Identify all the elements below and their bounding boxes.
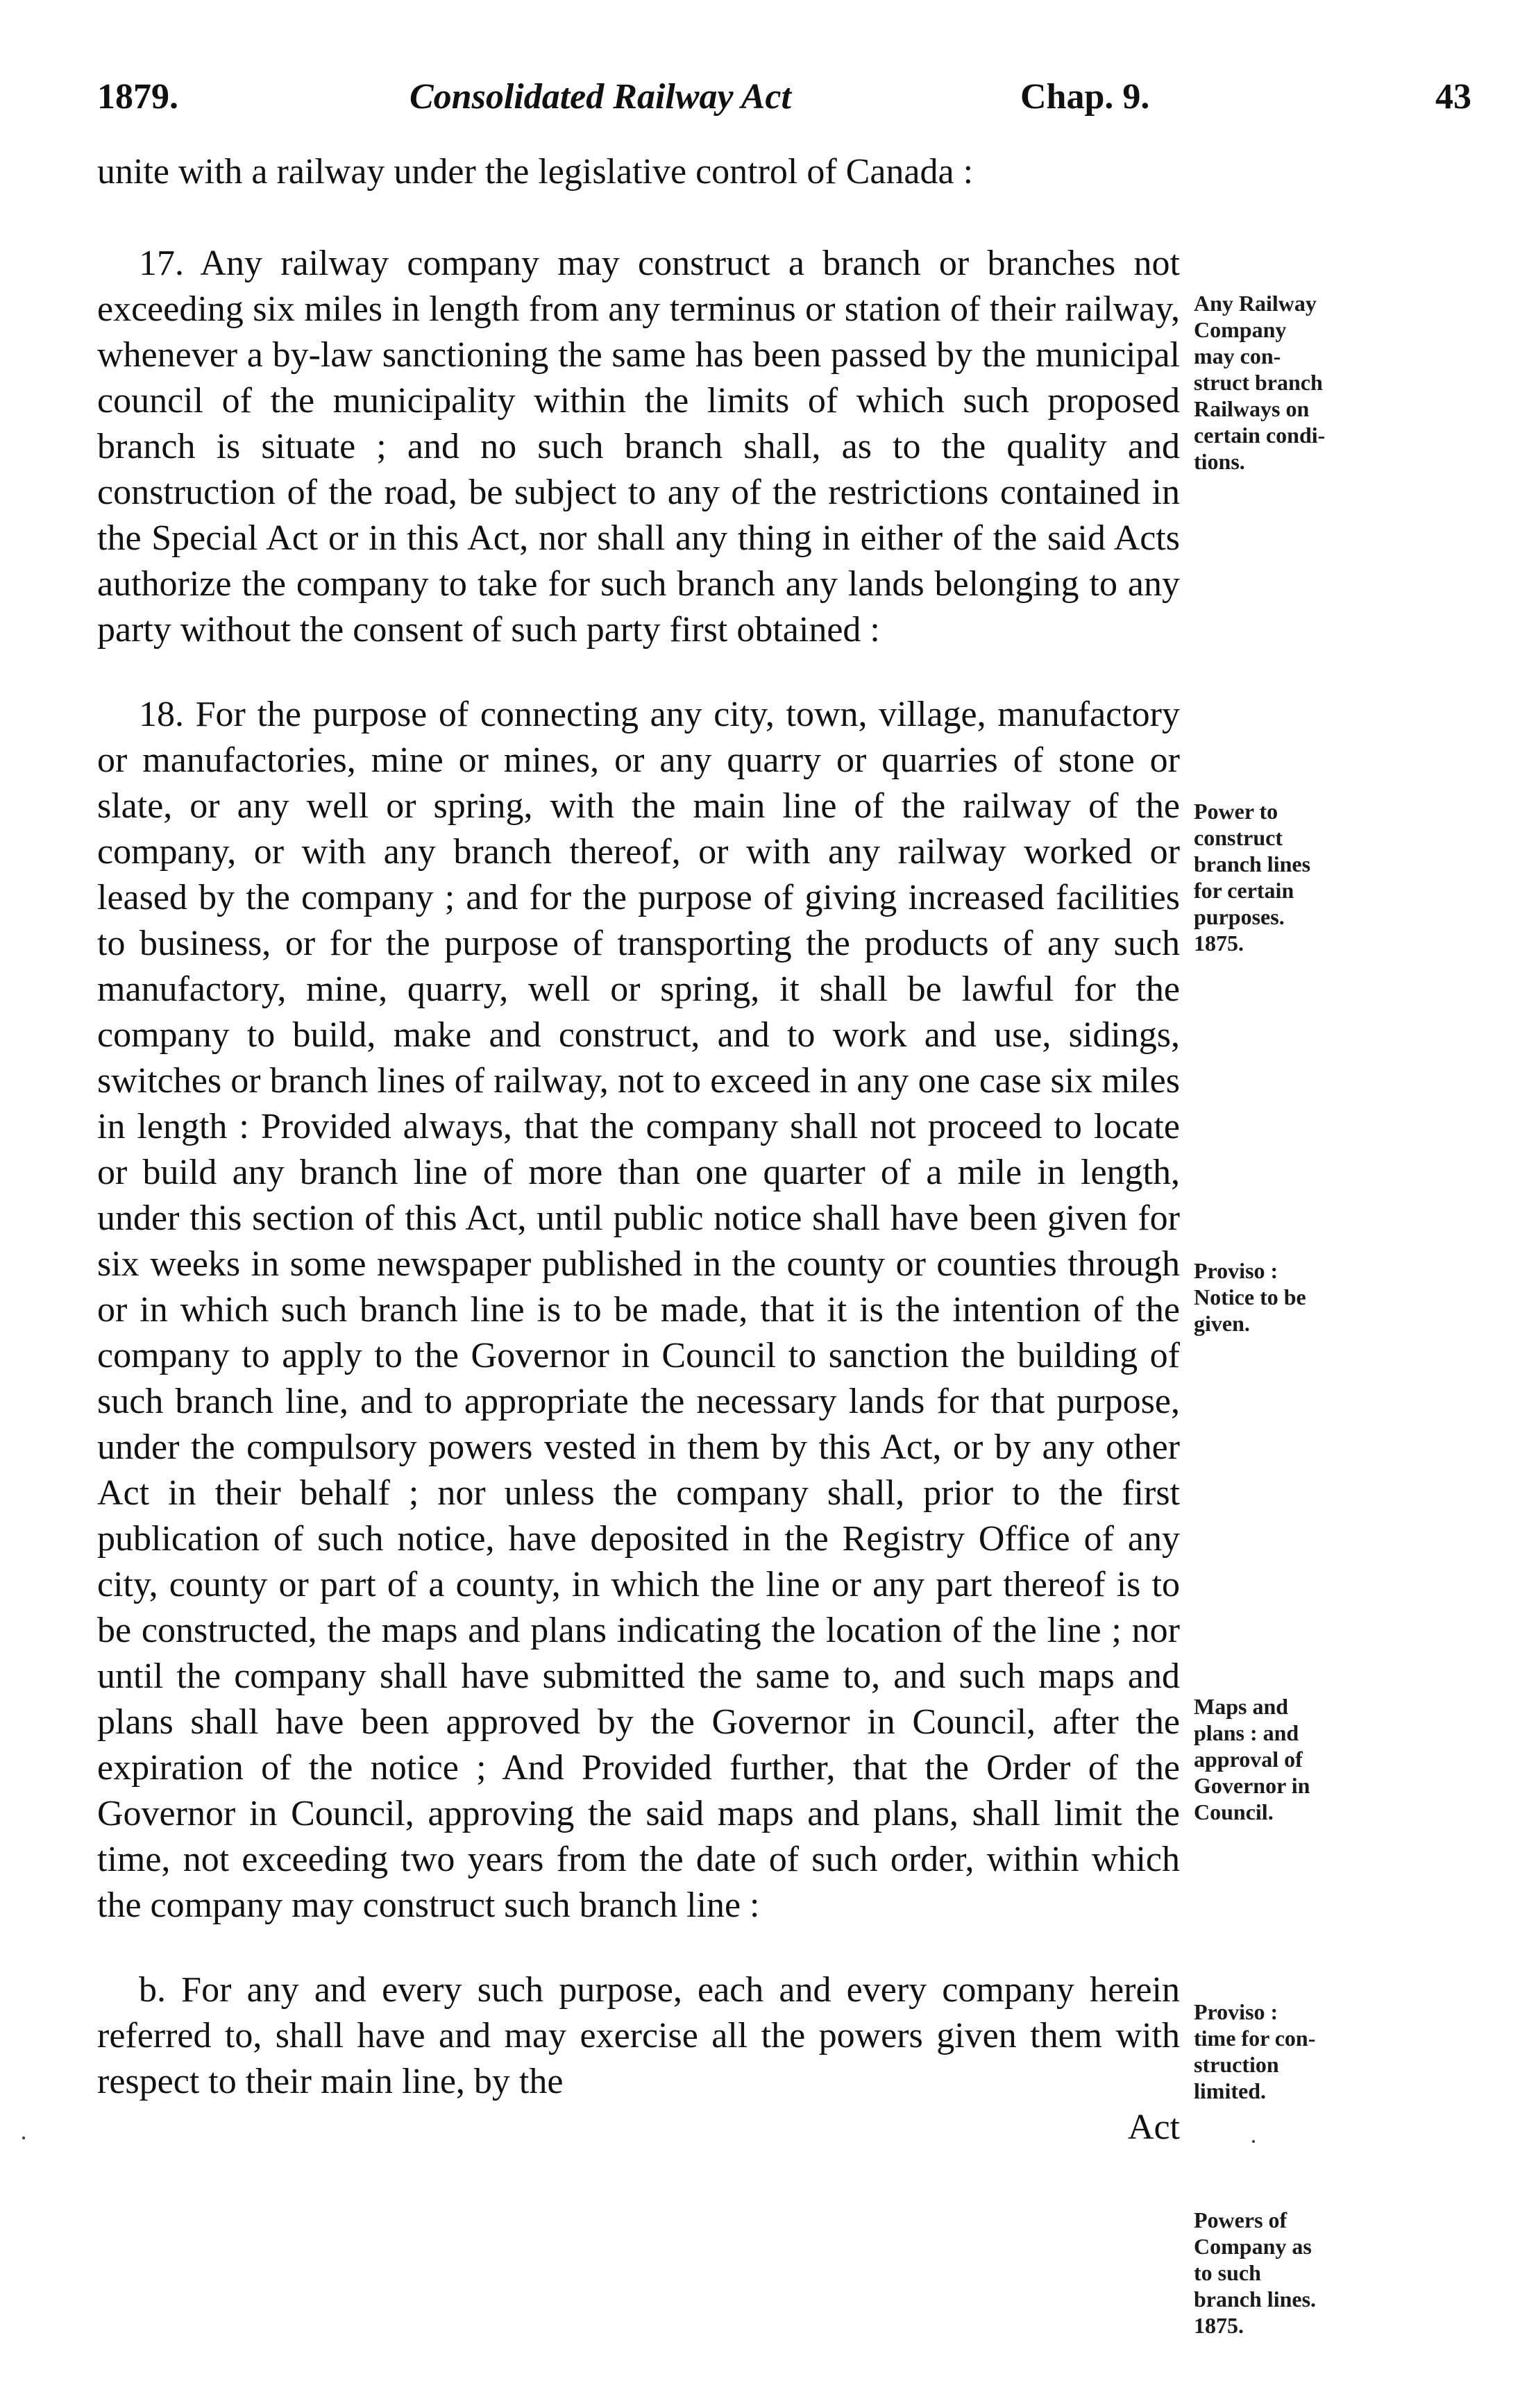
continuation-paragraph: unite with a railway under the legislative control of Canada : <box>97 152 974 192</box>
marginal-note-line: Notice to be <box>1194 1284 1306 1309</box>
marginal-note-line: given. <box>1194 1311 1250 1336</box>
marginal-note-line: Proviso : <box>1194 1999 1278 2024</box>
marginal-note-line: for certain <box>1194 878 1294 903</box>
marginal-note-line: struction <box>1194 2052 1279 2077</box>
marginal-note-proviso-time <box>1194 1999 1423 2104</box>
marginal-note-line: Any Railway <box>1194 291 1317 316</box>
header-year: 1879. <box>97 77 178 117</box>
marginal-note-maps <box>1194 1693 1423 1825</box>
marginal-note-line: Railways on <box>1194 396 1310 421</box>
marginal-note-line: approval of <box>1194 1747 1303 1772</box>
header-chapter: Chap. 9. <box>1020 77 1150 117</box>
marginal-note-line: branch lines. <box>1194 2287 1317 2312</box>
marginal-note-line: Council. <box>1194 1799 1274 1824</box>
marginal-note-line: limited. <box>1194 2078 1266 2103</box>
section-18-number: 18. <box>139 695 184 734</box>
running-header <box>97 76 1471 125</box>
marginal-note-line: Governor in <box>1194 1773 1310 1798</box>
marginal-note-line: purposes. <box>1194 904 1285 929</box>
marginal-note-line: 1875. <box>1194 2313 1244 2338</box>
marginal-note-line: construct <box>1194 825 1283 850</box>
marginal-note-section-18 <box>1194 798 1423 956</box>
marginal-note-line: Power to <box>1194 799 1278 824</box>
section-17 <box>97 241 1180 653</box>
marginal-note-line: time for con- <box>1194 2026 1316 2051</box>
subsection-b-number: b. <box>139 1970 166 2010</box>
marginal-note-powers <box>1194 2207 1423 2339</box>
marginal-note-line: to such <box>1194 2260 1261 2285</box>
stray-mark: · <box>1249 2128 1258 2155</box>
marginal-note-section-17 <box>1194 290 1423 475</box>
marginal-note-line: plans : and <box>1194 1720 1299 1745</box>
marginal-note-line: may con- <box>1194 344 1281 368</box>
marginal-note-line: tions. <box>1194 449 1245 474</box>
marginal-note-line: Company <box>1194 317 1287 342</box>
subsection-b <box>97 1967 1180 2151</box>
page-number: 43 <box>1435 77 1471 117</box>
main-text-column <box>97 149 1180 2151</box>
marginal-note-line: branch lines <box>1194 851 1311 876</box>
subsection-b-text: For any and every such purpose, each and every company herein referred to, shall have and may exercise all the powers given them with respect to their main line, by the <box>97 1970 1180 2101</box>
marginal-note-line: Proviso : <box>1194 1258 1278 1283</box>
marginal-note-line: Powers of <box>1194 2207 1287 2232</box>
marginal-note-line: struct branch <box>1194 370 1323 395</box>
marginal-note-line: Company as <box>1194 2234 1312 2259</box>
header-title: Consolidated Railway Act <box>409 77 791 117</box>
marginal-note-proviso-notice <box>1194 1257 1423 1337</box>
stray-mark: · <box>19 2124 28 2152</box>
section-18-text: For the purpose of connecting any city, town, village, manufactory or manufactories, mine or mines, or any quarry or quarries of stone or slate, or any well or spring, with the main line of the railway of the company, or with any branch thereof, or with any railway worked or leased by the company ; and for the purpose of giving increased facilities to business, or for the purpose of transporting the products of any such manufactory, mine, quarry, well or spring, it shall be lawful for the company to build, make and construct, and to work and use, sidings, switches or branch lines of railway, not to exceed in any one case six miles in length : Provided always, that the company shall not proceed to locate or build any branch line of more than one quarter of a mile in length, under this section of this Act, until public notice shall have been given for six weeks in some newspaper published in the county or counties through or in which such branch line is to be made, that it is the intention of the company to apply to the Governor in Council to sanction the building of such branch line, and to appropriate the necessary lands for that purpose, under the compulsory powers vested in them by this Act, or by any other Act in their behalf ; nor unless the company shall, prior to the first publication of such notice, have deposited in the Registry Office of any city, county or part of a county, in which the line or any part thereof is to be constructed, the maps and plans indicating the location of the line ; nor until the company shall have submitted the same to, and such maps and plans shall have been approved by the Governor in Council, after the expiration of the notice ; And Provided further, that the Order of the Governor in Council, approving the said maps and plans, shall limit the time, not exceeding two years from the date of such order, within which the company may construct such branch line : <box>97 695 1181 1925</box>
section-17-number: 17. <box>139 244 184 283</box>
subsection-b-tail: Act <box>1127 2108 1180 2147</box>
marginal-note-line: Maps and <box>1194 1694 1289 1719</box>
section-17-text: Any railway company may construct a branch or branches not exceeding six miles in length from any terminus or station of their railway, whenever a by-law sanctioning the same has been passed by the municipal council of the municipality within the limits of which such proposed branch is situate ; and no such branch shall, as to the quality and construction of the road, be subject to any of the restrictions contained in the Special Act or in this Act, nor shall any thing in either of the said Acts authorize the company to take for such branch any lands belonging to any party without the consent of such party first obtained : <box>97 244 1180 650</box>
section-18 <box>97 692 1180 1928</box>
marginal-note-line: 1875. <box>1194 931 1244 956</box>
marginal-note-line: certain condi- <box>1194 423 1326 448</box>
